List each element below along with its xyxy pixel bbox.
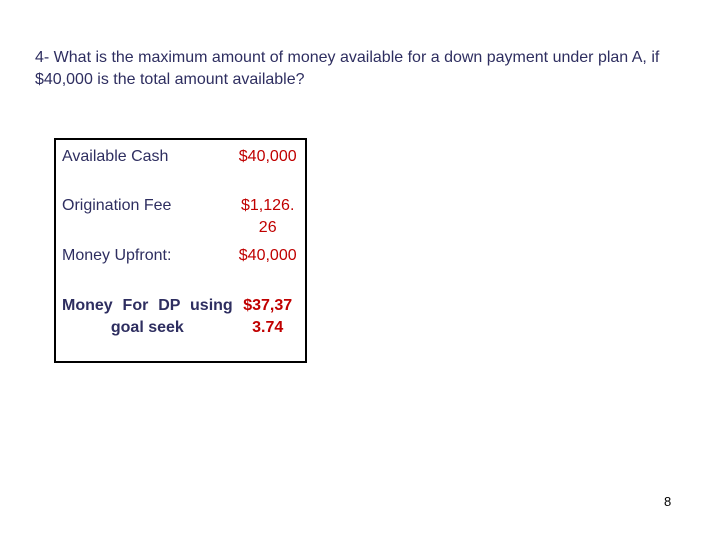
row-label: Money For DP using goal seek — [62, 297, 233, 336]
row-value: $40,000 — [238, 148, 297, 165]
row-value: $1,126.26 — [241, 197, 295, 236]
table-row-available-cash — [55, 139, 306, 189]
row-label: Origination Fee — [62, 197, 172, 214]
row-label: Available Cash — [62, 148, 169, 165]
row-value: $40,000 — [238, 247, 297, 264]
question-text: 4- What is the maximum amount of money available for a down payment under plan A, if $40,000 is the total amount available? — [35, 49, 660, 88]
page-number: 8 — [664, 494, 672, 509]
table-row-money-upfront — [55, 239, 306, 289]
down-payment-table — [54, 138, 307, 363]
table-row-origination-fee — [55, 189, 306, 239]
row-label: Money Upfront: — [62, 247, 172, 264]
row-value: $37,373.74 — [243, 297, 293, 336]
table-row-money-for-dp — [55, 289, 306, 362]
